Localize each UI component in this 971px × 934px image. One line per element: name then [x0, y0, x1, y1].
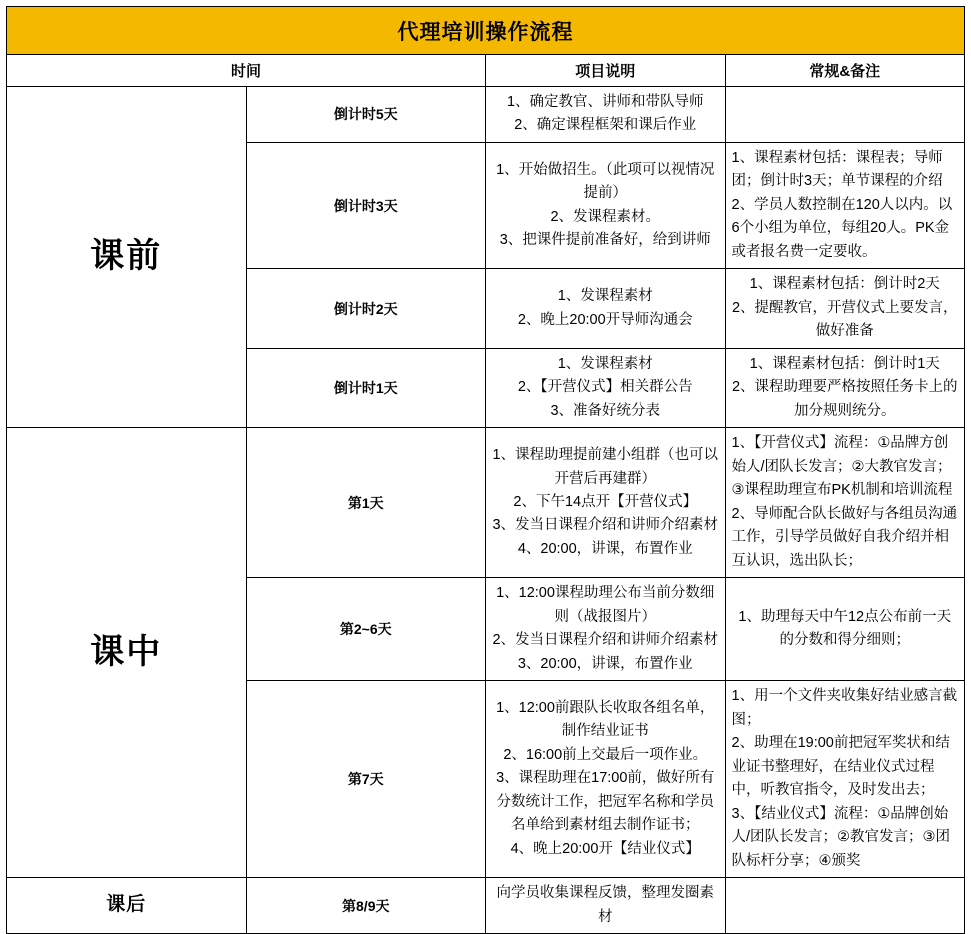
notes-line: 1、课程素材包括：倒计时2天	[749, 276, 940, 293]
row-desc	[486, 269, 726, 348]
row-desc	[486, 578, 726, 681]
training-process-table	[6, 6, 965, 934]
row-notes	[725, 348, 965, 427]
column-header-desc: 项目说明	[486, 55, 726, 87]
desc-line: 1、12:00前跟队长收取各组名单，制作结业证书	[496, 699, 715, 740]
table-row	[7, 878, 965, 934]
notes-line: 1、助理每天中午12点公布前一天的分数和得分细则；	[738, 608, 952, 649]
header-row	[7, 55, 965, 87]
notes-line: 2、导师配合队长做好与各组员沟通工作，引导学员做好自我介绍并相互认识，选出队长；	[731, 505, 958, 569]
row-time: 第2~6天	[246, 578, 486, 681]
desc-line: 1、课程助理提前建小组群（也可以开营后再建群）	[492, 447, 719, 487]
row-notes	[725, 87, 965, 143]
desc-line: 2、发课程素材。	[550, 208, 661, 225]
row-desc	[486, 428, 726, 578]
phase-label-during: 课中	[7, 428, 247, 878]
notes-line: 1、课程素材包括：倒计时1天	[749, 355, 940, 372]
notes-line: 2、助理在19:00前把冠军奖状和结业证书整理好，在结业仪式过程中，听教官指令，及时发出去；	[731, 735, 950, 799]
phase-label-before: 课前	[7, 87, 247, 428]
desc-line: 3、20:00，讲课，布置作业	[517, 655, 693, 672]
notes-line: 1、用一个文件夹收集好结业感言截图；	[731, 688, 958, 728]
title-row	[7, 7, 965, 55]
phase-label-after: 课后	[7, 878, 247, 934]
desc-line: 1、发课程素材	[557, 288, 653, 305]
row-time: 倒计时1天	[246, 348, 486, 427]
desc-line: 2、下午14点开【开营仪式】	[513, 494, 698, 510]
notes-line: 2、学员人数控制在120人以内。以6个小组为单位，每组20人。PK金或者报名费一定要收。	[731, 196, 953, 260]
desc-line: 3、把课件提前准备好，给到讲师	[499, 232, 711, 249]
desc-line: 3、课程助理在17:00前，做好所有分数统计工作，把冠军名称和学员名单给到素材组去制作证书；	[496, 770, 715, 834]
notes-line: 3、【结业仪式】流程：①品牌创始人/团队长发言；②教官发言；③团队标杆分享；④颁奖	[731, 805, 951, 869]
desc-line: 2、确定课程框架和课后作业	[514, 117, 697, 134]
row-notes	[725, 428, 965, 578]
row-notes	[725, 269, 965, 348]
row-desc	[486, 681, 726, 878]
notes-line: 1、课程素材包括：课程表；导师团；倒计时3天；单节课程的介绍	[731, 149, 943, 190]
row-notes	[725, 878, 965, 934]
desc-line: 4、晚上20:00开【结业仪式】	[510, 840, 700, 857]
row-desc	[486, 87, 726, 143]
desc-line: 2、【开营仪式】相关群公告	[517, 379, 693, 396]
row-desc	[486, 142, 726, 268]
desc-line: 1、12:00课程助理公布当前分数细则（战报图片）	[496, 585, 715, 625]
notes-line: 2、课程助理要严格按照任务卡上的加分规则统分。	[731, 379, 958, 419]
row-desc	[486, 878, 726, 934]
desc-line: 向学员收集课程反馈，整理发圈素材	[496, 885, 714, 925]
desc-line: 2、晚上20:00开导师沟通会	[517, 311, 693, 328]
row-time: 第8/9天	[246, 878, 486, 934]
row-time: 倒计时3天	[246, 142, 486, 268]
page-title: 代理培训操作流程	[7, 7, 965, 55]
row-desc	[486, 348, 726, 427]
desc-line: 1、发课程素材	[557, 355, 653, 372]
notes-line: 1、【开营仪式】流程：①品牌方创始人/团队长发言；②大教官发言；③课程助理宣布PK机制和培训流程	[731, 435, 953, 499]
row-time: 第7天	[246, 681, 486, 878]
row-time: 第1天	[246, 428, 486, 578]
row-notes	[725, 578, 965, 681]
table-row	[7, 87, 965, 143]
row-time: 倒计时5天	[246, 87, 486, 143]
row-notes	[725, 681, 965, 878]
column-header-time: 时间	[7, 55, 486, 87]
desc-line: 3、准备好统分表	[550, 402, 661, 419]
column-header-notes: 常规&备注	[725, 55, 965, 87]
desc-line: 1、开始做招生。（此项可以视情况提前）	[496, 161, 715, 202]
desc-line: 4、20:00，讲课，布置作业	[517, 540, 693, 557]
table-row	[7, 428, 965, 578]
row-time: 倒计时2天	[246, 269, 486, 348]
desc-line: 3、发当日课程介绍和讲师介绍素材	[492, 517, 719, 534]
notes-line: 2、提醒教官，开营仪式上要发言，做好准备	[731, 299, 958, 340]
row-notes	[725, 142, 965, 268]
desc-line: 1、确定教官、讲师和带队导师	[506, 94, 704, 110]
desc-line: 2、16:00前上交最后一项作业。	[503, 746, 708, 763]
desc-line: 2、发当日课程介绍和讲师介绍素材	[492, 632, 719, 649]
